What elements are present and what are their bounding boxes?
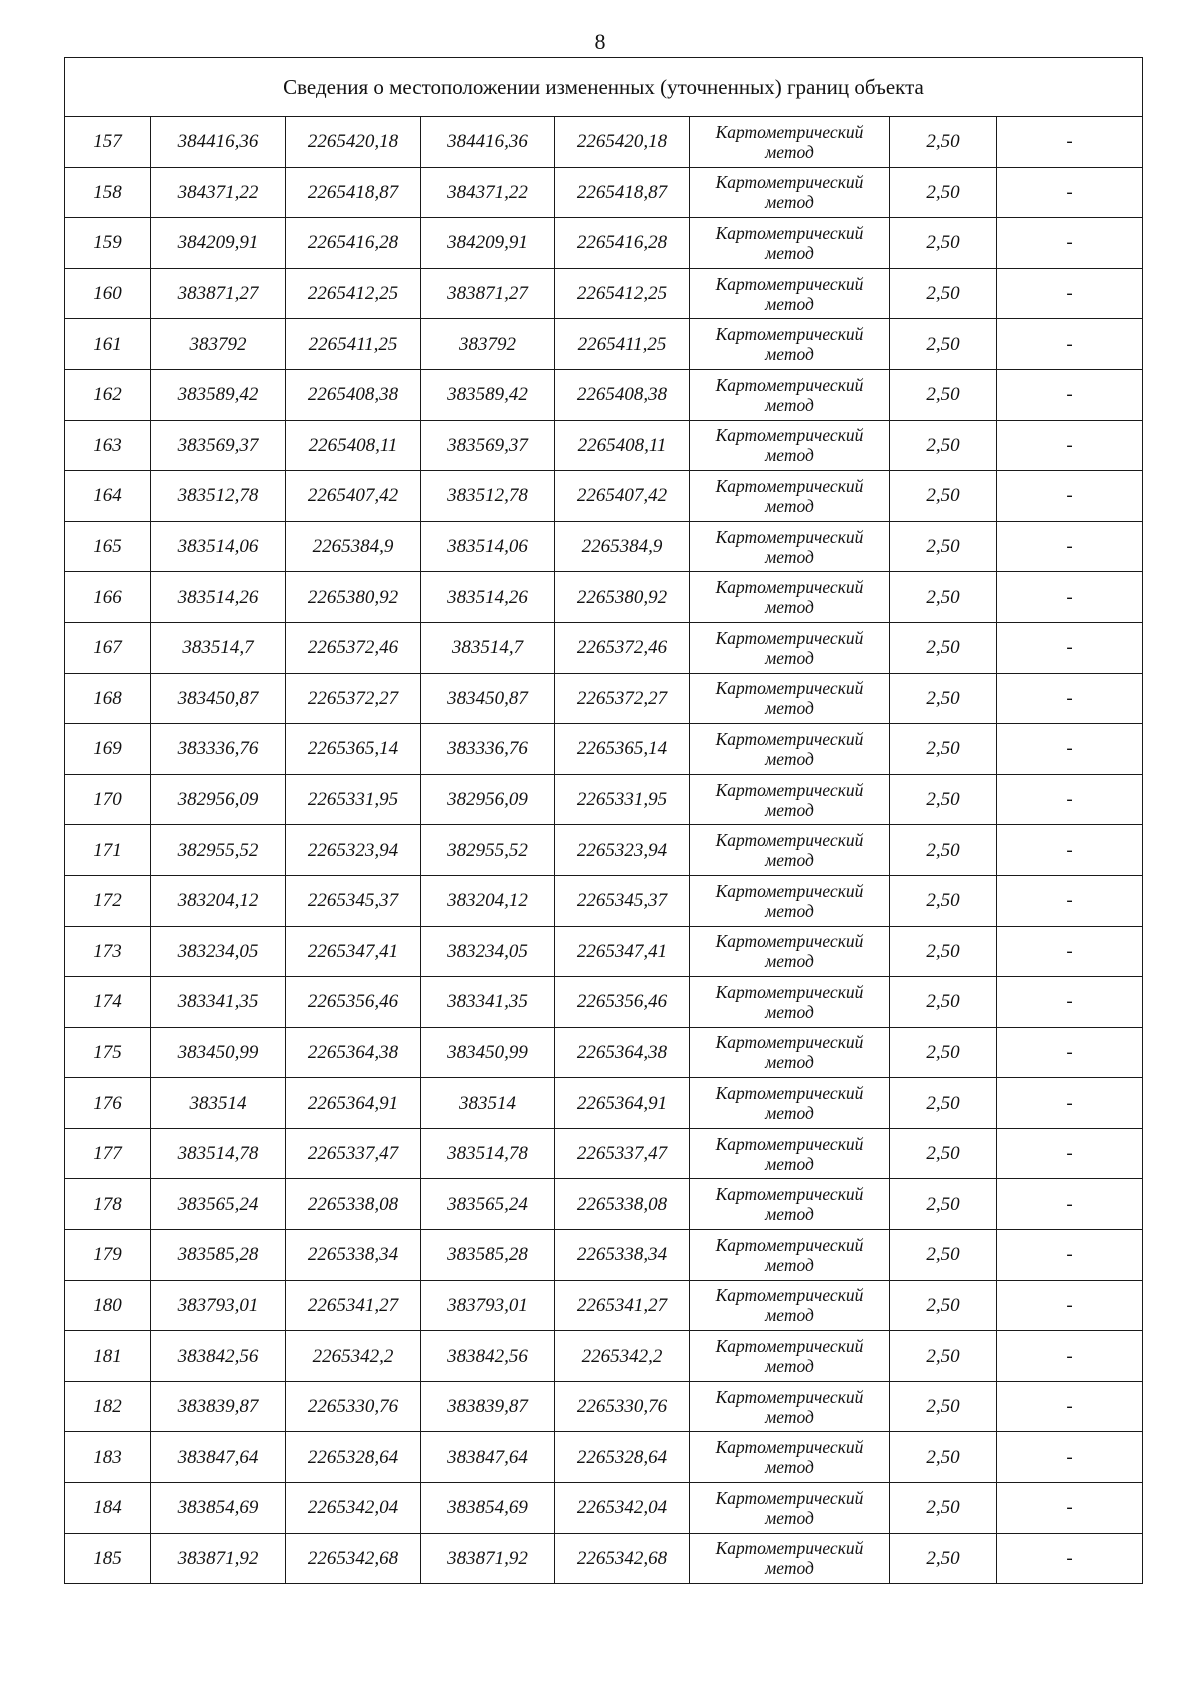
cell-x-new: 383450,99 [421,1027,555,1078]
cell-accuracy: 2,50 [890,369,997,420]
table-row [65,875,1143,926]
cell-x-new: 384371,22 [421,167,555,218]
cell-y-existing: 2265408,38 [286,369,421,420]
cell-x-existing: 383204,12 [151,875,286,926]
cell-point-number: 179 [65,1230,151,1281]
table-row [65,1381,1143,1432]
cell-y-new: 2265342,2 [555,1331,690,1382]
cell-description: - [997,673,1143,724]
cell-x-existing: 383792 [151,319,286,370]
method-text: Картометрический метод [715,1285,864,1326]
cell-point-number: 177 [65,1128,151,1179]
cell-x-new: 383204,12 [421,875,555,926]
method-text: Картометрический метод [715,779,864,820]
cell-x-existing: 383514,26 [151,572,286,623]
cell-method [690,1533,890,1584]
cell-y-new: 2265345,37 [555,875,690,926]
cell-accuracy: 2,50 [890,319,997,370]
table-row [65,977,1143,1028]
cell-y-existing: 2265345,37 [286,875,421,926]
cell-description: - [997,1027,1143,1078]
method-text: Картометрический метод [715,1032,864,1073]
cell-x-existing: 383512,78 [151,471,286,522]
cell-x-existing: 383565,24 [151,1179,286,1230]
method-text: Картометрический метод [715,1386,864,1427]
cell-y-existing: 2265420,18 [286,117,421,168]
cell-x-existing: 383341,35 [151,977,286,1028]
cell-point-number: 168 [65,673,151,724]
cell-x-existing: 383514,06 [151,521,286,572]
cell-y-new: 2265330,76 [555,1381,690,1432]
cell-method [690,1027,890,1078]
cell-x-existing: 383871,27 [151,268,286,319]
cell-y-existing: 2265342,04 [286,1483,421,1534]
cell-y-existing: 2265328,64 [286,1432,421,1483]
table-row [65,673,1143,724]
cell-x-new: 383839,87 [421,1381,555,1432]
method-text: Картометрический метод [715,1184,864,1225]
cell-point-number: 180 [65,1280,151,1331]
cell-y-existing: 2265411,25 [286,319,421,370]
cell-accuracy: 2,50 [890,420,997,471]
cell-accuracy: 2,50 [890,521,997,572]
method-text: Картометрический метод [715,172,864,213]
cell-y-existing: 2265416,28 [286,218,421,269]
cell-y-new: 2265341,27 [555,1280,690,1331]
cell-y-existing: 2265337,47 [286,1128,421,1179]
cell-y-existing: 2265338,34 [286,1230,421,1281]
cell-y-existing: 2265341,27 [286,1280,421,1331]
cell-description: - [997,875,1143,926]
cell-x-new: 383585,28 [421,1230,555,1281]
cell-y-existing: 2265418,87 [286,167,421,218]
cell-x-existing: 383450,87 [151,673,286,724]
cell-y-new: 2265412,25 [555,268,690,319]
cell-method [690,1230,890,1281]
cell-point-number: 175 [65,1027,151,1078]
cell-y-new: 2265338,34 [555,1230,690,1281]
cell-method [690,926,890,977]
cell-x-existing: 383847,64 [151,1432,286,1483]
cell-method [690,471,890,522]
cell-accuracy: 2,50 [890,774,997,825]
table-row [65,1230,1143,1281]
cell-accuracy: 2,50 [890,1027,997,1078]
method-text: Картометрический метод [715,931,864,972]
cell-y-new: 2265408,38 [555,369,690,420]
cell-x-new: 383871,27 [421,268,555,319]
table-row [65,521,1143,572]
cell-description: - [997,1078,1143,1129]
cell-point-number: 158 [65,167,151,218]
cell-y-new: 2265420,18 [555,117,690,168]
cell-accuracy: 2,50 [890,977,997,1028]
cell-y-existing: 2265372,27 [286,673,421,724]
cell-method [690,774,890,825]
cell-method [690,1280,890,1331]
cell-description: - [997,572,1143,623]
cell-x-existing: 383450,99 [151,1027,286,1078]
cell-accuracy: 2,50 [890,471,997,522]
table-body [65,58,1143,1584]
cell-y-existing: 2265330,76 [286,1381,421,1432]
cell-x-new: 383792 [421,319,555,370]
method-text: Картометрический метод [715,1133,864,1174]
table-row [65,622,1143,673]
cell-y-existing: 2265408,11 [286,420,421,471]
cell-point-number: 164 [65,471,151,522]
cell-accuracy: 2,50 [890,673,997,724]
cell-accuracy: 2,50 [890,1533,997,1584]
cell-x-new: 384416,36 [421,117,555,168]
cell-accuracy: 2,50 [890,825,997,876]
cell-point-number: 172 [65,875,151,926]
cell-point-number: 165 [65,521,151,572]
cell-x-new: 382956,09 [421,774,555,825]
cell-y-new: 2265380,92 [555,572,690,623]
cell-x-new: 383514,06 [421,521,555,572]
method-text: Картометрический метод [715,678,864,719]
cell-y-existing: 2265356,46 [286,977,421,1028]
cell-point-number: 167 [65,622,151,673]
cell-x-existing: 383793,01 [151,1280,286,1331]
cell-point-number: 157 [65,117,151,168]
cell-y-new: 2265328,64 [555,1432,690,1483]
page-number: 8 [594,29,606,54]
method-text: Картометрический метод [715,425,864,466]
cell-y-new: 2265365,14 [555,724,690,775]
cell-accuracy: 2,50 [890,1432,997,1483]
method-text: Картометрический метод [715,1538,864,1579]
cell-y-existing: 2265365,14 [286,724,421,775]
table-row [65,117,1143,168]
cell-description: - [997,724,1143,775]
cell-y-new: 2265416,28 [555,218,690,269]
cell-point-number: 185 [65,1533,151,1584]
cell-y-new: 2265323,94 [555,825,690,876]
cell-description: - [997,521,1143,572]
cell-x-existing: 383514,78 [151,1128,286,1179]
cell-method [690,1331,890,1382]
cell-description: - [997,1280,1143,1331]
cell-method [690,268,890,319]
cell-x-existing: 383234,05 [151,926,286,977]
method-text: Картометрический метод [715,1437,864,1478]
table-title: Сведения о местоположении измененных (уточненных) границ объекта [65,58,1143,117]
cell-y-existing: 2265412,25 [286,268,421,319]
cell-description: - [997,319,1143,370]
cell-y-new: 2265342,68 [555,1533,690,1584]
cell-accuracy: 2,50 [890,1230,997,1281]
method-text: Картометрический метод [715,830,864,871]
cell-point-number: 163 [65,420,151,471]
cell-x-new: 383450,87 [421,673,555,724]
cell-method [690,1432,890,1483]
cell-point-number: 159 [65,218,151,269]
cell-description: - [997,977,1143,1028]
cell-x-new: 383842,56 [421,1331,555,1382]
cell-accuracy: 2,50 [890,1381,997,1432]
cell-point-number: 176 [65,1078,151,1129]
cell-x-existing: 383585,28 [151,1230,286,1281]
cell-description: - [997,1483,1143,1534]
table-row [65,1280,1143,1331]
cell-point-number: 171 [65,825,151,876]
cell-method [690,319,890,370]
cell-y-new: 2265364,38 [555,1027,690,1078]
cell-description: - [997,1128,1143,1179]
method-text: Картометрический метод [715,627,864,668]
cell-accuracy: 2,50 [890,875,997,926]
table-row [65,572,1143,623]
table-row [65,1432,1143,1483]
cell-x-new: 383514,78 [421,1128,555,1179]
cell-accuracy: 2,50 [890,268,997,319]
method-text: Картометрический метод [715,222,864,263]
cell-x-new: 383847,64 [421,1432,555,1483]
cell-description: - [997,1331,1143,1382]
table-row [65,926,1143,977]
cell-x-new: 384209,91 [421,218,555,269]
cell-method [690,825,890,876]
method-text: Картометрический метод [715,324,864,365]
table-row [65,724,1143,775]
method-text: Картометрический метод [715,880,864,921]
cell-y-existing: 2265331,95 [286,774,421,825]
cell-accuracy: 2,50 [890,1179,997,1230]
table-row [65,1128,1143,1179]
cell-x-new: 383854,69 [421,1483,555,1534]
cell-x-existing: 383514,7 [151,622,286,673]
cell-x-new: 383336,76 [421,724,555,775]
cell-x-new: 383234,05 [421,926,555,977]
cell-accuracy: 2,50 [890,117,997,168]
cell-description: - [997,1432,1143,1483]
cell-y-new: 2265411,25 [555,319,690,370]
table-row [65,167,1143,218]
cell-method [690,673,890,724]
cell-y-new: 2265364,91 [555,1078,690,1129]
cell-accuracy: 2,50 [890,572,997,623]
table-row [65,1078,1143,1129]
method-text: Картометрический метод [715,526,864,567]
cell-method [690,521,890,572]
cell-description: - [997,825,1143,876]
cell-y-existing: 2265347,41 [286,926,421,977]
cell-point-number: 170 [65,774,151,825]
cell-accuracy: 2,50 [890,1078,997,1129]
cell-x-existing: 384371,22 [151,167,286,218]
cell-description: - [997,1179,1143,1230]
cell-y-new: 2265356,46 [555,977,690,1028]
method-text: Картометрический метод [715,273,864,314]
cell-y-new: 2265342,04 [555,1483,690,1534]
cell-accuracy: 2,50 [890,167,997,218]
cell-description: - [997,268,1143,319]
cell-description: - [997,218,1143,269]
cell-x-existing: 383871,92 [151,1533,286,1584]
table-row [65,825,1143,876]
cell-x-new: 383793,01 [421,1280,555,1331]
cell-accuracy: 2,50 [890,622,997,673]
cell-method [690,1179,890,1230]
cell-description: - [997,926,1143,977]
cell-point-number: 166 [65,572,151,623]
cell-method [690,218,890,269]
cell-y-new: 2265384,9 [555,521,690,572]
cell-x-existing: 383569,37 [151,420,286,471]
cell-point-number: 184 [65,1483,151,1534]
cell-point-number: 181 [65,1331,151,1382]
cell-description: - [997,117,1143,168]
cell-method [690,572,890,623]
cell-method [690,1381,890,1432]
cell-x-existing: 384416,36 [151,117,286,168]
method-text: Картометрический метод [715,475,864,516]
method-text: Картометрический метод [715,1083,864,1124]
cell-y-new: 2265372,46 [555,622,690,673]
cell-accuracy: 2,50 [890,1280,997,1331]
cell-x-new: 383589,42 [421,369,555,420]
cell-point-number: 174 [65,977,151,1028]
cell-y-existing: 2265342,2 [286,1331,421,1382]
method-text: Картометрический метод [715,1336,864,1377]
cell-x-new: 383514,26 [421,572,555,623]
cell-x-existing: 383854,69 [151,1483,286,1534]
cell-x-existing: 382956,09 [151,774,286,825]
boundary-coordinates-table [64,57,1143,1584]
cell-point-number: 183 [65,1432,151,1483]
cell-description: - [997,1230,1143,1281]
cell-accuracy: 2,50 [890,1128,997,1179]
cell-x-existing: 383589,42 [151,369,286,420]
cell-x-new: 383565,24 [421,1179,555,1230]
method-text: Картометрический метод [715,1487,864,1528]
cell-point-number: 169 [65,724,151,775]
cell-y-existing: 2265364,38 [286,1027,421,1078]
method-text: Картометрический метод [715,981,864,1022]
cell-y-new: 2265337,47 [555,1128,690,1179]
cell-description: - [997,774,1143,825]
cell-y-existing: 2265384,9 [286,521,421,572]
table-row [65,1331,1143,1382]
cell-y-existing: 2265342,68 [286,1533,421,1584]
table-row [65,471,1143,522]
cell-method [690,1128,890,1179]
cell-accuracy: 2,50 [890,218,997,269]
cell-description: - [997,622,1143,673]
table-title-row [65,58,1143,117]
method-text: Картометрический метод [715,577,864,618]
cell-method [690,724,890,775]
table-row [65,319,1143,370]
cell-description: - [997,420,1143,471]
cell-point-number: 178 [65,1179,151,1230]
cell-y-existing: 2265338,08 [286,1179,421,1230]
cell-y-new: 2265338,08 [555,1179,690,1230]
cell-method [690,167,890,218]
cell-y-new: 2265347,41 [555,926,690,977]
cell-x-new: 383871,92 [421,1533,555,1584]
cell-x-existing: 383842,56 [151,1331,286,1382]
cell-y-existing: 2265323,94 [286,825,421,876]
cell-description: - [997,471,1143,522]
cell-accuracy: 2,50 [890,724,997,775]
cell-method [690,117,890,168]
method-text: Картометрический метод [715,1234,864,1275]
cell-method [690,875,890,926]
cell-y-new: 2265331,95 [555,774,690,825]
cell-x-existing: 382955,52 [151,825,286,876]
table-row [65,420,1143,471]
method-text: Картометрический метод [715,374,864,415]
cell-y-existing: 2265380,92 [286,572,421,623]
cell-x-new: 383341,35 [421,977,555,1028]
cell-method [690,977,890,1028]
cell-description: - [997,1533,1143,1584]
cell-y-existing: 2265407,42 [286,471,421,522]
cell-description: - [997,369,1143,420]
cell-x-new: 383514,7 [421,622,555,673]
cell-point-number: 161 [65,319,151,370]
cell-accuracy: 2,50 [890,1483,997,1534]
cell-y-new: 2265372,27 [555,673,690,724]
cell-y-new: 2265407,42 [555,471,690,522]
cell-point-number: 162 [65,369,151,420]
cell-y-new: 2265418,87 [555,167,690,218]
cell-x-new: 382955,52 [421,825,555,876]
table-row [65,218,1143,269]
table-row [65,1483,1143,1534]
table-row [65,1027,1143,1078]
cell-x-existing: 383514 [151,1078,286,1129]
cell-method [690,1483,890,1534]
cell-x-new: 383569,37 [421,420,555,471]
cell-x-existing: 384209,91 [151,218,286,269]
table-row [65,268,1143,319]
cell-point-number: 160 [65,268,151,319]
cell-accuracy: 2,50 [890,1331,997,1382]
cell-description: - [997,1381,1143,1432]
cell-x-new: 383514 [421,1078,555,1129]
table-row [65,774,1143,825]
cell-method [690,1078,890,1129]
cell-x-existing: 383336,76 [151,724,286,775]
table-row [65,1533,1143,1584]
cell-method [690,420,890,471]
cell-point-number: 173 [65,926,151,977]
cell-description: - [997,167,1143,218]
cell-point-number: 182 [65,1381,151,1432]
cell-method [690,622,890,673]
cell-accuracy: 2,50 [890,926,997,977]
table-row [65,369,1143,420]
cell-x-existing: 383839,87 [151,1381,286,1432]
method-text: Картометрический метод [715,728,864,769]
cell-method [690,369,890,420]
table-row [65,1179,1143,1230]
cell-y-new: 2265408,11 [555,420,690,471]
method-text: Картометрический метод [715,121,864,162]
cell-y-existing: 2265364,91 [286,1078,421,1129]
cell-x-new: 383512,78 [421,471,555,522]
cell-y-existing: 2265372,46 [286,622,421,673]
